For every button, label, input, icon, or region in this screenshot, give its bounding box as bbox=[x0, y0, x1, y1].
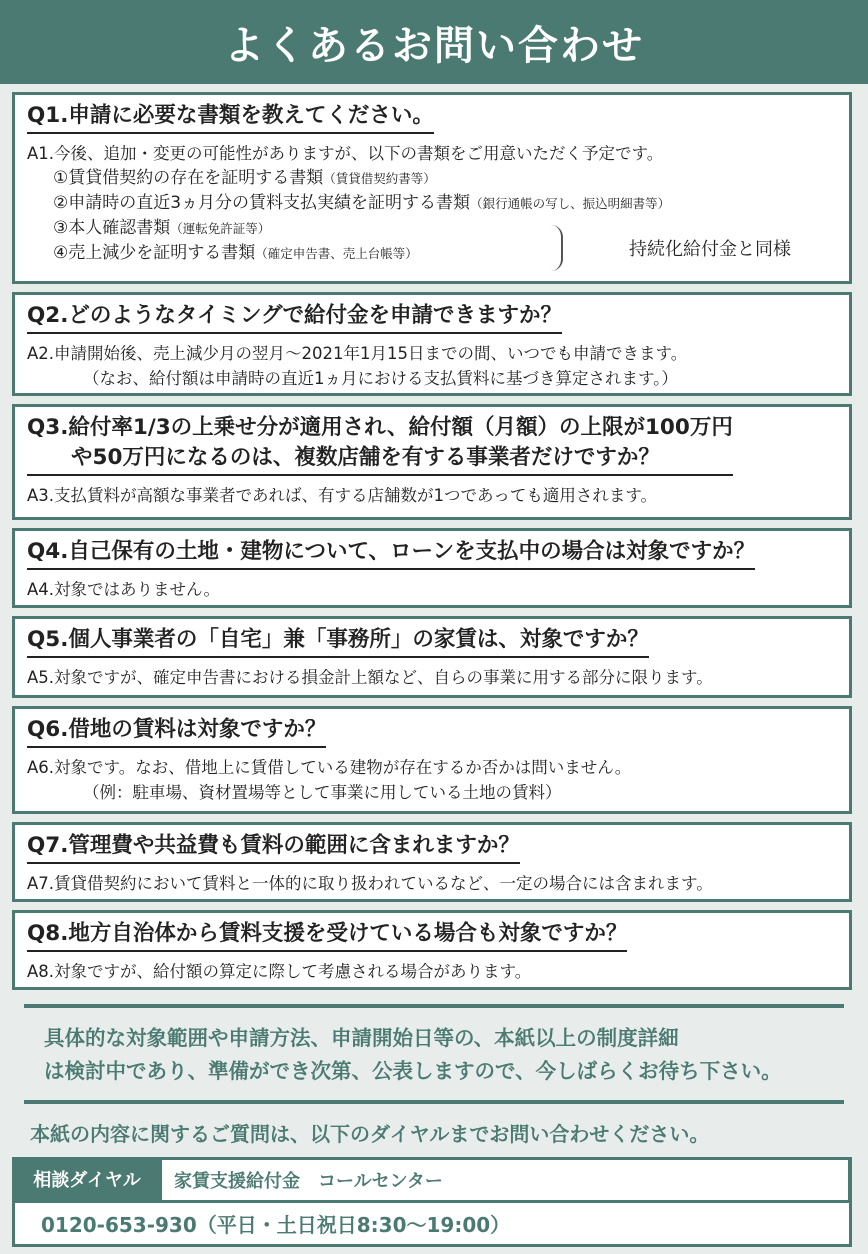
document-item: ③本人確認書類（運転免許証等） bbox=[53, 218, 271, 238]
document-item: ①賃貸借契約の存在を証明する書類（賃貸借契約書等） bbox=[53, 168, 436, 188]
question-3: Q3.給付率1/3の上乗せ分が適用され、給付額（月額）の上限が100万円 や50万円になるのは、複数店舗を有する事業者だけですか？ bbox=[27, 413, 733, 476]
contact-intro: 本紙の内容に関するご質問は、以下のダイヤルまでお問い合わせください。 bbox=[30, 1122, 710, 1146]
divider bbox=[24, 1100, 844, 1104]
question-8: Q8.地方自治体から賃料支援を受けている場合も対象ですか？ bbox=[27, 919, 627, 952]
question-1: Q1.申請に必要な書類を教えてください。 bbox=[27, 101, 434, 134]
answer-2: A2.申請開始後、売上減少月の翌月～2021年1月15日までの間、いつでも申請できます。 bbox=[27, 344, 688, 363]
notice-text: 具体的な対象範囲や申請方法、申請開始日等の、本紙以上の制度詳細 は検討中であり、準備ができ次第、公表しますので、今しばらくお待ち下さい。 bbox=[44, 1026, 782, 1083]
answer-1: A1.今後、追加・変更の可能性がありますが、以下の書類をご用意いただく予定です。 bbox=[27, 144, 664, 163]
contact-label: 相談ダイヤル bbox=[33, 1169, 141, 1191]
contact-box bbox=[12, 1157, 852, 1247]
document-item: ④売上減少を証明する書類（確定申告書、売上台帳等） bbox=[53, 243, 418, 263]
answer-8: A8.対象ですが、給付額の算定に際して考慮される場合があります。 bbox=[27, 962, 532, 981]
answer-4: A4.対象ではありません。 bbox=[27, 580, 221, 599]
faq-item-7 bbox=[12, 822, 852, 902]
faq-item-4 bbox=[12, 528, 852, 608]
answer-5: A5.対象ですが、確定申告書における損金計上額など、自らの事業に用する部分に限ります。 bbox=[27, 668, 713, 687]
answer-7: A7.賃貸借契約において賃料と一体的に取り扱われているなど、一定の場合には含まれます。 bbox=[27, 874, 713, 893]
answer-3: A3.支払賃料が高額な事業者であれば、有する店舗数が1つであっても適用されます。 bbox=[27, 486, 658, 505]
answer-2-note: （なお、給付額は申請時の直近1ヵ月における支払賃料に基づき算定されます。） bbox=[83, 369, 678, 388]
contact-phone[interactable]: 0120-653-930（平日・土日祝日8:30～19:00） bbox=[15, 1203, 849, 1244]
answer-6: A6.対象です。なお、借地上に賃借している建物が存在するか否かは問いません。 bbox=[27, 758, 632, 777]
question-7: Q7.管理費や共益費も賃料の範囲に含まれますか？ bbox=[27, 831, 520, 864]
faq-item-8 bbox=[12, 910, 852, 990]
same-as-note: 持続化給付金と同様 bbox=[629, 239, 791, 260]
document-item: ②申請時の直近3ヵ月分の賃料支払実績を証明する書類（銀行通帳の写し、振込明細書等） bbox=[53, 193, 671, 213]
question-5: Q5.個人事業者の「自宅」兼「事務所」の家賃は、対象ですか？ bbox=[27, 625, 649, 658]
faq-item-6 bbox=[12, 706, 852, 814]
answer-6-note: （例：駐車場、資材置場等として事業に用している土地の賃料） bbox=[83, 783, 562, 802]
brace-icon bbox=[547, 225, 563, 271]
question-6: Q6.借地の賃料は対象ですか？ bbox=[27, 715, 326, 748]
faq-item-3 bbox=[12, 404, 852, 520]
contact-center-name: 家賃支援給付金 コールセンター bbox=[162, 1160, 848, 1200]
divider bbox=[24, 1004, 844, 1008]
page-title: よくあるお問い合わせ bbox=[0, 0, 868, 84]
question-2: Q2.どのようなタイミングで給付金を申請できますか？ bbox=[27, 301, 562, 334]
question-4: Q4.自己保有の土地・建物について、ローンを支払中の場合は対象ですか？ bbox=[27, 537, 755, 570]
faq-item-2 bbox=[12, 292, 852, 396]
faq-item-1 bbox=[12, 92, 852, 284]
faq-item-5 bbox=[12, 616, 852, 698]
